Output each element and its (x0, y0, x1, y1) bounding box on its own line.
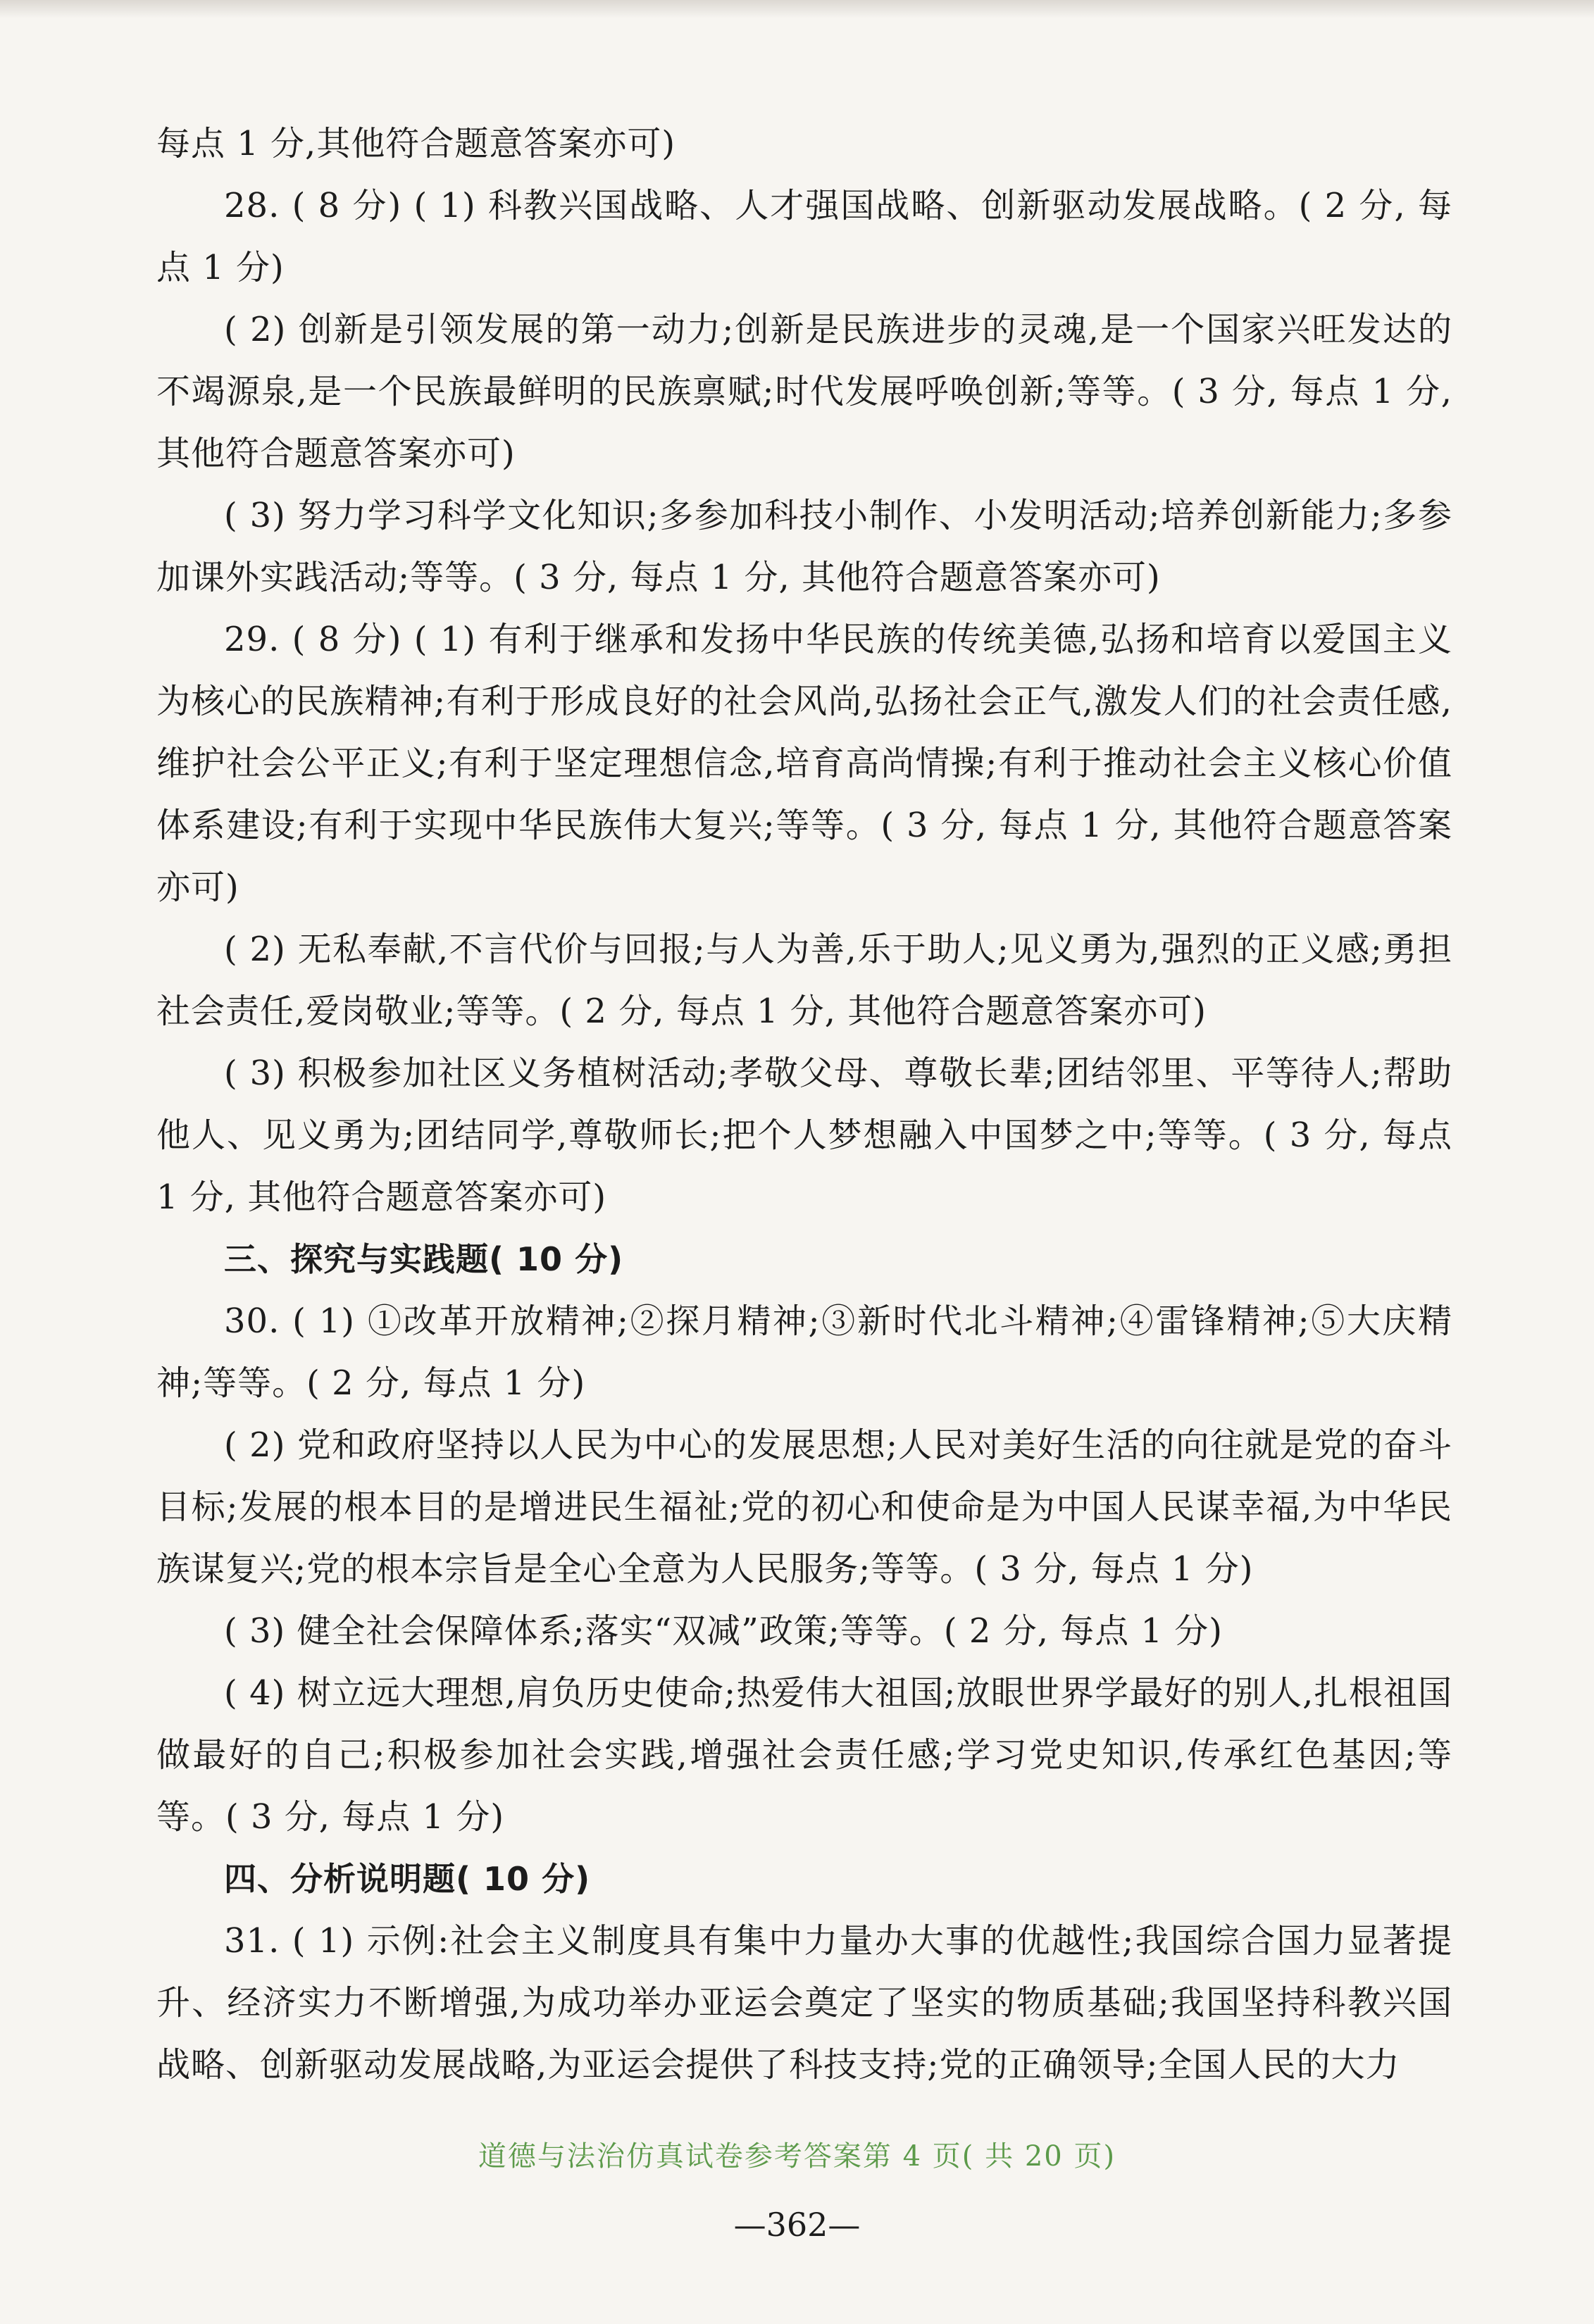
paragraph-q29-3: ( 3) 积极参加社区义务植树活动;孝敬父母、尊敬长辈;团结邻里、平等待人;帮助他人、见义勇为;团结同学,尊敬师长;把个人梦想融入中国梦之中;等等。( 3 分, 每点 1 分, 其他符合题意答案亦可) (156, 1054, 1452, 1217)
answer-body (156, 113, 1452, 2096)
paragraph-q30-4: ( 4) 树立远大理想,肩负历史使命;热爱伟大祖国;放眼世界学最好的别人,扎根祖国做最好的自己;积极参加社会实践,增强社会责任感;学习党史知识,传承红色基因;等等。( 3 分, 每点 1 分) (156, 1673, 1452, 1837)
footer-title: 道德与法治仿真试卷参考答案第 4 页( 共 20 页) (478, 2140, 1116, 2173)
page-top-shadow (0, 0, 1594, 18)
section-heading-3: 三、探究与实践题( 10 分) (224, 1240, 624, 1278)
paragraph-q28-3: ( 3) 努力学习科学文化知识;多参加科技小制作、小发明活动;培养创新能力;多参加课外实践活动;等等。( 3 分, 每点 1 分, 其他符合题意答案亦可) (156, 496, 1452, 597)
paragraph-q31-1: 31. ( 1) 示例:社会主义制度具有集中力量办大事的优越性;我国综合国力显著提升、经济实力不断增强,为成功举办亚运会奠定了坚实的物质基础;我国坚持科教兴国战略、创新驱动发展战略,为亚运会提供了科技支持;党的正确领导;全国人民的大力 (156, 1921, 1452, 2085)
paragraph-q28-1: 28. ( 8 分) ( 1) 科教兴国战略、人才强国战略、创新驱动发展战略。( 2 分, 每点 1 分) (156, 186, 1452, 287)
paragraph-q28-2: ( 2) 创新是引领发展的第一动力;创新是民族进步的灵魂,是一个国家兴旺发达的不竭源泉,是一个民族最鲜明的民族禀赋;时代发展呼唤创新;等等。( 3 分, 每点 1 分, 其他符合题意答案亦可) (156, 310, 1452, 473)
section-heading-4: 四、分析说明题( 10 分) (224, 1860, 591, 1898)
paragraph-q30-3: ( 3) 健全社会保障体系;落实“双减”政策;等等。( 2 分, 每点 1 分) (224, 1611, 1223, 1651)
paragraph-q29-2: ( 2) 无私奉献,不言代价与回报;与人为善,乐于助人;见义勇为,强烈的正义感;勇担社会责任,爱岗敬业;等等。( 2 分, 每点 1 分, 其他符合题意答案亦可) (156, 930, 1452, 1031)
paragraph-continuation: 每点 1 分,其他符合题意答案亦可) (156, 124, 676, 163)
page-number: —362— (733, 2206, 861, 2244)
paragraph-q30-1: 30. ( 1) ①改革开放精神;②探月精神;③新时代北斗精神;④雷锋精神;⑤大庆精神;等等。( 2 分, 每点 1 分) (156, 1301, 1452, 1403)
paragraph-q29-1: 29. ( 8 分) ( 1) 有利于继承和发扬中华民族的传统美德,弘扬和培育以爱国主义为核心的民族精神;有利于形成良好的社会风尚,弘扬社会正气,激发人们的社会责任感,维护社会公平正义;有利于坚定理想信念,培育高尚情操;有利于推动社会主义核心价值体系建设;有利于实现中华民族伟大复兴;等等。( 3 分, 每点 1 分, 其他符合题意答案亦可) (156, 620, 1452, 907)
paragraph-q30-2: ( 2) 党和政府坚持以人民为中心的发展思想;人民对美好生活的向往就是党的奋斗目标;发展的根本目的是增进民生福祉;党的初心和使命是为中国人民谋幸福,为中华民族谋复兴;党的根本宗旨是全心全意为人民服务;等等。( 3 分, 每点 1 分) (156, 1425, 1452, 1589)
